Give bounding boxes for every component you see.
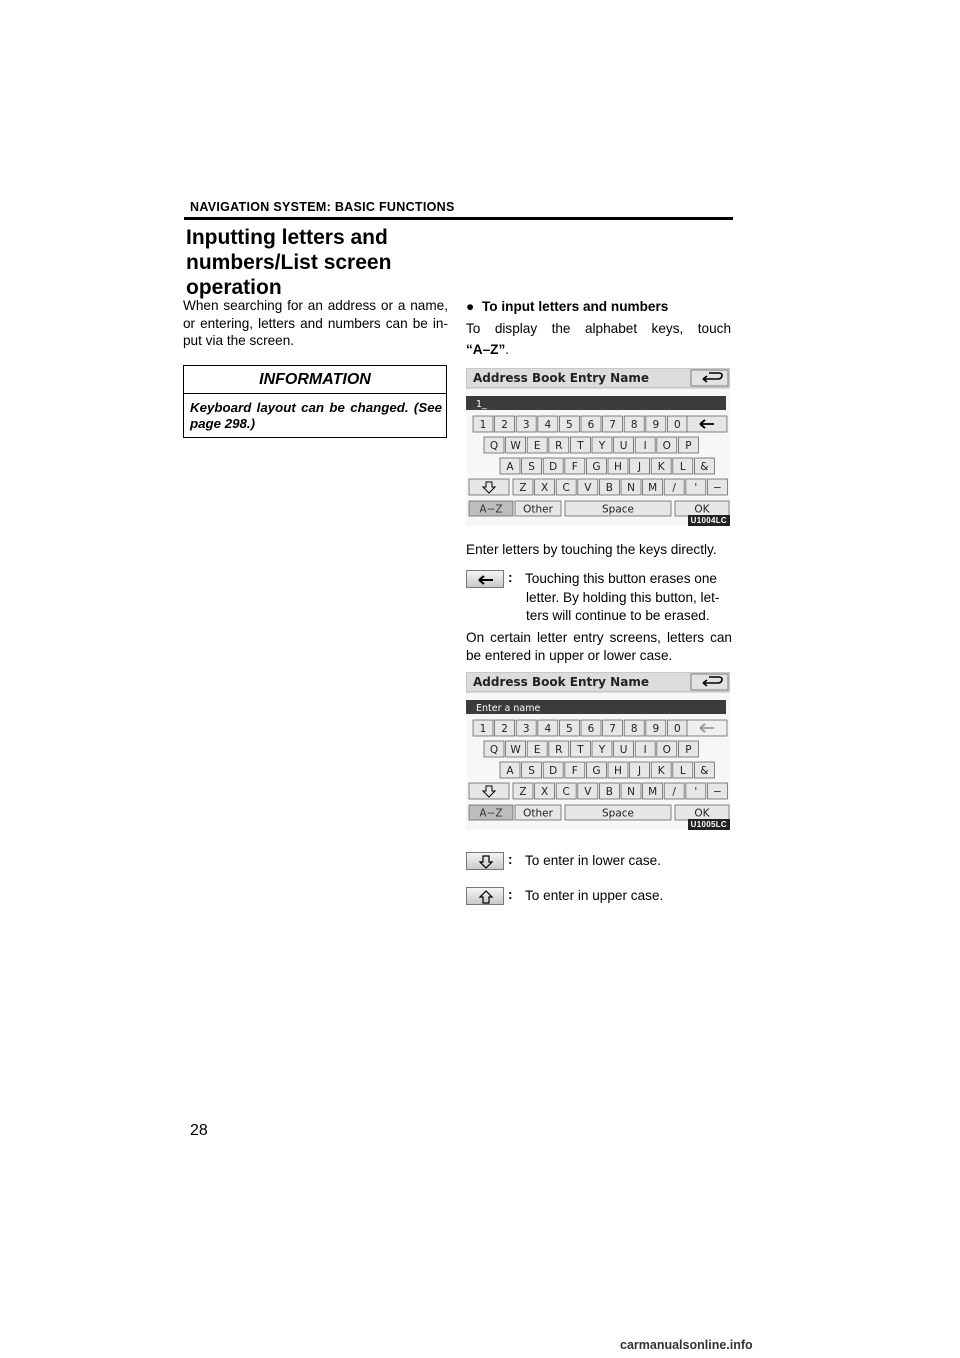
key-I[interactable] [635,437,655,453]
shift-up-icon [466,887,504,905]
key-A-label: A [506,461,514,473]
title-line: numbers/List screen [186,251,392,274]
key-A[interactable] [500,762,520,778]
key-C-label: C [562,786,570,798]
key-R-label: R [555,744,563,756]
ok-button[interactable] [675,805,729,820]
title-line: operation [186,276,282,299]
key-R[interactable] [549,437,569,453]
key-Q-label: Q [489,744,499,756]
shift-button[interactable] [469,479,509,495]
key-ampersand[interactable] [694,762,714,778]
key-F-label: F [571,461,578,473]
lower-case-description [466,852,736,874]
az-button-label: A−Z [479,503,503,516]
watermark: carmanualsonline.info [620,1338,753,1352]
key-Q[interactable] [484,437,504,453]
colon: : [508,570,513,585]
section-title [186,225,426,300]
key-7-label: 7 [609,723,616,735]
header-rule [184,217,733,220]
key-W[interactable] [506,437,526,453]
key-F[interactable] [565,762,585,778]
key-0-label: 0 [674,419,681,431]
key-E-label: E [533,440,541,452]
instruction-line-2: “A–Z”. [466,342,510,357]
key-6[interactable] [581,416,601,432]
key-Z-label: Z [519,482,527,494]
input-value: Enter a name [476,703,541,714]
key-Y[interactable] [592,741,612,757]
key-A[interactable] [500,458,520,474]
key-5-label: 5 [566,419,573,431]
key-N[interactable] [621,479,641,495]
key-G[interactable] [586,458,606,474]
back-button[interactable] [691,370,728,386]
key-7[interactable] [603,416,623,432]
key-slash-label: / [672,786,676,798]
keyboard-screen-svg [466,368,730,526]
title-line: Inputting letters and [186,226,388,249]
key-H-label: H [614,765,622,777]
key-B-label: B [605,482,614,494]
key-6-label: 6 [587,723,595,735]
colon: : [508,887,513,902]
key-Q-label: Q [489,440,499,452]
figure-id: U1004LC [688,515,730,526]
ok-button-label: OK [694,503,710,516]
key-R[interactable] [549,741,569,757]
key-hyphen[interactable] [707,479,727,495]
key-slash[interactable] [664,479,684,495]
key-V[interactable] [578,783,598,799]
key-W-label: W [510,744,521,756]
key-G[interactable] [586,762,606,778]
backspace-icon [466,570,504,588]
key-X-label: X [540,786,549,798]
key-E-label: E [533,744,541,756]
key-P[interactable] [678,741,698,757]
key-E[interactable] [527,741,547,757]
key-hyphen[interactable] [707,783,727,799]
key-Z-label: Z [519,786,527,798]
instruction-line-1: To display the alphabet keys, touch [466,321,731,336]
key-D-label: D [549,461,558,473]
key-K[interactable] [651,762,671,778]
key-J[interactable] [630,762,650,778]
key-9-label: 9 [652,419,660,431]
key-9-label: 9 [652,723,660,735]
key-U[interactable] [614,741,634,757]
key-hyphen-label: − [712,786,722,798]
key-U-label: U [619,744,628,756]
upper-case-text: To enter in upper case. [525,888,664,903]
key-B[interactable] [599,783,619,799]
key-Y-label: Y [598,440,606,452]
key-A-label: A [506,765,514,777]
key-L[interactable] [673,458,693,474]
key-0-label: 0 [674,723,681,735]
key-K-label: K [657,765,665,777]
key-F[interactable] [565,458,585,474]
key-G-label: G [592,765,601,777]
keyboard-screen-svg [466,672,730,830]
upper-case-description [466,887,736,909]
bullet-heading [466,299,668,314]
key-slash[interactable] [664,783,684,799]
key-G-label: G [592,461,601,473]
key-O[interactable] [657,437,677,453]
backspace-desc-line-1: Touching this button erases one [525,571,717,586]
space-button[interactable] [565,805,671,820]
key-2-label: 2 [501,723,508,735]
key-M-label: M [648,786,658,798]
key-D-label: D [549,765,558,777]
key-P-label: P [685,440,692,452]
key-H[interactable] [608,762,628,778]
space-button-label: Space [602,503,634,516]
space-button-label: Space [602,807,634,820]
key-X[interactable] [535,783,555,799]
intro-paragraph: When searching for an address or a name, or entering, letters and numbers can be in- put via the screen. [183,298,448,348]
key-ampersand-label: & [700,765,709,777]
input-field [466,396,726,410]
key-5[interactable] [559,720,579,736]
key-9[interactable] [646,720,666,736]
key-7[interactable] [603,720,623,736]
key-W-label: W [510,440,521,452]
key-F-label: F [571,765,578,777]
key-H-label: H [614,461,622,473]
key-J[interactable] [630,458,650,474]
key-8-label: 8 [630,419,638,431]
key-1-label: 1 [479,419,487,431]
key-hyphen-label: − [712,482,722,494]
information-heading: INFORMATION [184,366,446,394]
key-Z[interactable] [513,479,533,495]
az-button-label: A−Z [479,807,503,820]
key-K-label: K [657,461,665,473]
input-value: 1_ [476,399,487,410]
key-D[interactable] [543,762,563,778]
backspace-desc-line-2: letter. By holding this button, let- [526,590,720,605]
key-T[interactable] [570,741,590,757]
lower-case-text: To enter in lower case. [525,853,662,868]
key-1-label: 1 [479,723,487,735]
key-4-label: 4 [544,723,552,735]
key-O[interactable] [657,741,677,757]
key-V-label: V [584,482,592,494]
key-Z[interactable] [513,783,533,799]
text-direct: Enter letters by touching the keys directly. [466,542,717,557]
shift-button[interactable] [469,783,509,799]
key-slash-label: / [672,482,676,494]
information-box [183,365,447,438]
key-B[interactable] [599,479,619,495]
backspace-button[interactable] [687,416,727,432]
key-5-label: 5 [566,723,573,735]
key-3[interactable] [516,416,536,432]
key-D[interactable] [543,458,563,474]
key-L-label: L [679,461,686,473]
screen-title: Address Book Entry Name [473,675,649,689]
figure-id: U1005LC [688,819,730,830]
key-8[interactable] [624,416,644,432]
key-U[interactable] [614,437,634,453]
key-V-label: V [584,786,592,798]
key-O-label: O [662,440,671,452]
other-button[interactable] [515,805,561,820]
key-O-label: O [662,744,671,756]
running-head: NAVIGATION SYSTEM: BASIC FUNCTIONS [190,200,455,214]
key-4[interactable] [538,720,558,736]
key-7-label: 7 [609,419,616,431]
key-P[interactable] [678,437,698,453]
keyboard-screen-2 [466,672,730,830]
key-Y-label: Y [598,744,606,756]
key-2[interactable] [495,720,515,736]
key-V[interactable] [578,479,598,495]
key-C[interactable] [556,479,576,495]
page-number: 28 [190,1122,208,1139]
bullet-icon: ● [466,299,475,314]
key-S-label: S [528,765,535,777]
key-T[interactable] [570,437,590,453]
key-4[interactable] [538,416,558,432]
backspace-desc-line-3: ters will continue to be erased. [526,608,710,623]
key-6-label: 6 [587,419,595,431]
key-8-label: 8 [630,723,638,735]
key-X-label: X [540,482,549,494]
keyboard-screen-1 [466,368,730,526]
key-1[interactable] [473,720,493,736]
key-C[interactable] [556,783,576,799]
key-N[interactable] [621,783,641,799]
ok-button[interactable] [675,501,729,516]
key-3-label: 3 [522,419,530,431]
key-N-label: N [627,786,635,798]
key-8[interactable] [624,720,644,736]
key-J-label: J [638,765,642,777]
key-M[interactable] [643,479,663,495]
key-0[interactable] [667,720,687,736]
key-3-label: 3 [522,723,530,735]
key-U-label: U [619,440,628,452]
key-R-label: R [555,440,563,452]
az-button[interactable] [469,501,513,516]
key-ampersand-label: & [700,461,709,473]
key-E[interactable] [527,437,547,453]
key-M-label: M [648,482,658,494]
screen-title: Address Book Entry Name [473,371,649,385]
other-button[interactable] [515,501,561,516]
key-4-label: 4 [544,419,552,431]
key-I[interactable] [635,741,655,757]
key-6[interactable] [581,720,601,736]
information-text: Keyboard layout can be changed. (See page 298.) [190,400,442,431]
key-5[interactable] [559,416,579,432]
key-I-label: I [643,744,647,756]
key-K[interactable] [651,458,671,474]
key-S-label: S [528,461,535,473]
other-button-label: Other [523,807,553,820]
key-C-label: C [562,482,570,494]
key-W[interactable] [506,741,526,757]
key-ampersand[interactable] [694,458,714,474]
space-button[interactable] [565,501,671,516]
key-2-label: 2 [501,419,508,431]
other-button-label: Other [523,503,553,516]
ok-button-label: OK [694,807,710,820]
key-Q[interactable] [484,741,504,757]
key-I-label: I [643,440,647,452]
key-L[interactable] [673,762,693,778]
back-button[interactable] [691,674,728,690]
key-3[interactable] [516,720,536,736]
key-Y[interactable] [592,437,612,453]
key-apostrophe-label: ' [694,786,698,798]
key-X[interactable] [535,479,555,495]
key-S[interactable] [522,762,542,778]
az-button[interactable] [469,805,513,820]
colon: : [508,852,513,867]
key-S[interactable] [522,458,542,474]
key-T-label: T [577,440,584,452]
shift-down-icon [466,852,504,870]
key-M[interactable] [643,783,663,799]
key-0[interactable] [667,416,687,432]
key-N-label: N [627,482,635,494]
key-1[interactable] [473,416,493,432]
key-J-label: J [638,461,642,473]
key-2[interactable] [495,416,515,432]
key-L-label: L [679,765,686,777]
key-T-label: T [577,744,584,756]
key-apostrophe-label: ' [694,482,698,494]
backspace-button[interactable] [687,720,727,736]
key-apostrophe[interactable] [686,479,706,495]
bullet-heading-text: To input letters and numbers [482,299,669,314]
case-note: On certain letter entry screens, letters can be entered in upper or lower case. [466,630,732,663]
key-9[interactable] [646,416,666,432]
key-P-label: P [685,744,692,756]
key-apostrophe[interactable] [686,783,706,799]
key-H[interactable] [608,458,628,474]
key-B-label: B [605,786,614,798]
